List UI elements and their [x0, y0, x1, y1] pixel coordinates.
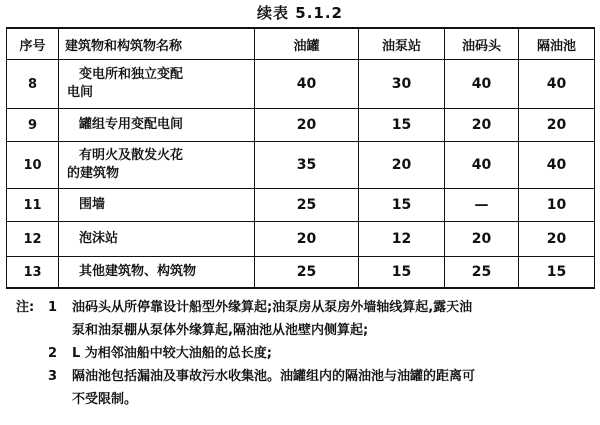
table-notes [16, 296, 590, 411]
header-pump-station: 油泵站 [359, 28, 445, 60]
row-name-line: 泡沫站 [79, 231, 119, 246]
row-name-line: 电间 [67, 85, 94, 100]
note-text: 泵和油泵棚从泵体外缘算起,隔油池从池壁内侧算起; [72, 323, 369, 338]
note-number: 1 [48, 300, 58, 315]
cell-oil-tank: 35 [255, 142, 359, 189]
table-row [7, 189, 595, 222]
row-name-line: 罐组专用变配电间 [79, 117, 184, 132]
table-row [7, 60, 595, 109]
table-header-row [7, 28, 595, 60]
header-oil-separator: 隔油池 [519, 28, 595, 60]
cell-pump-station: 15 [359, 109, 445, 142]
row-name [59, 60, 255, 109]
row-name-line: 围墙 [79, 197, 106, 212]
note-text: 油码头从所停靠设计船型外缘算起;油泵房从泵房外墙轴线算起,露天油 [72, 300, 473, 315]
note-item [16, 365, 590, 388]
cell-oil-tank: 40 [255, 60, 359, 109]
cell-oil-tank: 25 [255, 189, 359, 222]
distance-table [6, 27, 595, 289]
cell-oil-wharf: 20 [445, 222, 519, 257]
note-continuation [16, 319, 590, 342]
row-no: 13 [7, 257, 59, 289]
table-title: 续表 5.1.2 [257, 4, 343, 22]
cell-oil-wharf: 40 [445, 60, 519, 109]
cell-oil-tank: 20 [255, 222, 359, 257]
table-row [7, 109, 595, 142]
cell-oil-wharf: 20 [445, 109, 519, 142]
row-no: 11 [7, 189, 59, 222]
note-text: L 为相邻油船中较大油船的总长度; [72, 346, 273, 361]
row-no: 10 [7, 142, 59, 189]
note-number: 2 [48, 346, 58, 361]
note-text: 不受限制。 [72, 392, 138, 407]
header-no: 序号 [7, 28, 59, 60]
header-oil-tank: 油罐 [255, 28, 359, 60]
table-row [7, 142, 595, 189]
cell-oil-wharf: 40 [445, 142, 519, 189]
row-name-line: 有明火及散发火花 [79, 148, 184, 163]
row-no: 8 [7, 60, 59, 109]
row-name-line: 其他建筑物、构筑物 [79, 264, 197, 279]
cell-pump-station: 30 [359, 60, 445, 109]
cell-oil-separator: 20 [519, 109, 595, 142]
row-name-line: 变电所和独立变配 [79, 67, 184, 82]
row-name [59, 189, 255, 222]
note-number: 3 [48, 369, 58, 384]
table-row [7, 222, 595, 257]
note-continuation [16, 388, 590, 411]
cell-pump-station: 15 [359, 257, 445, 289]
cell-oil-separator: 15 [519, 257, 595, 289]
note-text: 隔油池包括漏油及事故污水收集池。油罐组内的隔油池与油罐的距离可 [72, 369, 476, 384]
row-name [59, 142, 255, 189]
header-oil-wharf: 油码头 [445, 28, 519, 60]
header-name: 建筑物和构筑物名称 [59, 28, 255, 60]
cell-pump-station: 12 [359, 222, 445, 257]
note-label: 注: [16, 300, 35, 315]
table-row [7, 257, 595, 289]
cell-pump-station: 20 [359, 142, 445, 189]
cell-oil-separator: 20 [519, 222, 595, 257]
row-name [59, 222, 255, 257]
row-name [59, 109, 255, 142]
note-item [16, 342, 590, 365]
cell-pump-station: 15 [359, 189, 445, 222]
cell-oil-wharf: — [445, 189, 519, 222]
cell-oil-tank: 20 [255, 109, 359, 142]
row-name-line: 的建筑物 [67, 166, 120, 181]
cell-oil-wharf: 25 [445, 257, 519, 289]
note-item [16, 296, 590, 319]
row-no: 9 [7, 109, 59, 142]
row-no: 12 [7, 222, 59, 257]
cell-oil-tank: 25 [255, 257, 359, 289]
cell-oil-separator: 10 [519, 189, 595, 222]
cell-oil-separator: 40 [519, 60, 595, 109]
cell-oil-separator: 40 [519, 142, 595, 189]
row-name [59, 257, 255, 289]
